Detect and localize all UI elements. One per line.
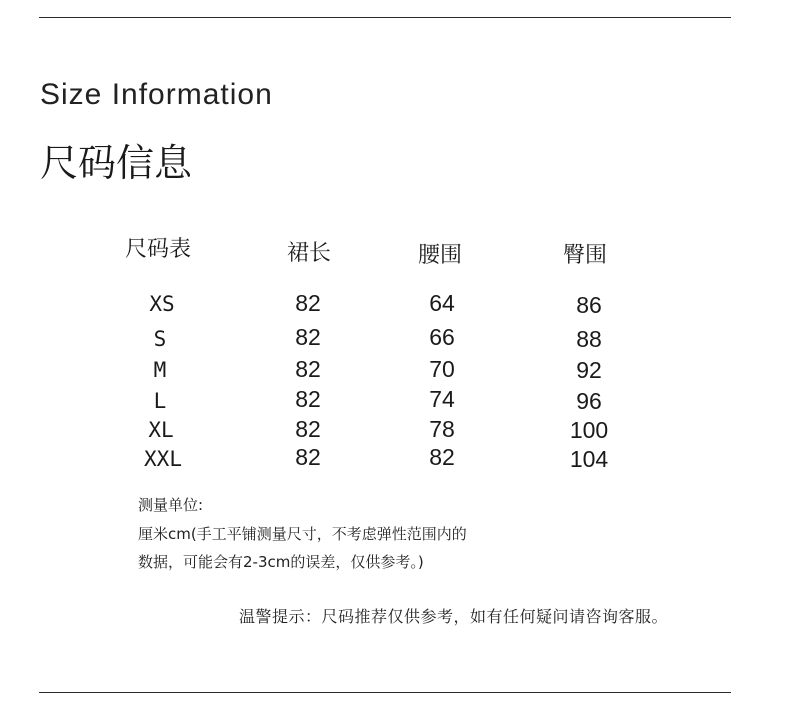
table-row-size: M [153, 358, 167, 382]
table-row-waist: 66 [429, 324, 455, 350]
table-row-skirt-length: 82 [295, 356, 321, 382]
table-row-skirt-length: 82 [295, 290, 321, 316]
table-row-waist: 64 [429, 290, 455, 316]
table-row-size: XS [149, 292, 175, 316]
table-row-hip: 104 [569, 446, 609, 472]
table-row-waist: 78 [429, 416, 455, 442]
table-row-skirt-length: 82 [295, 444, 321, 470]
top-divider [39, 17, 731, 18]
table-row-hip: 88 [576, 326, 602, 352]
header-hip: 臀围 [563, 243, 608, 268]
table-row-waist: 70 [429, 356, 455, 382]
table-row-hip: 86 [576, 292, 602, 318]
header-size-chart: 尺码表 [125, 237, 192, 262]
table-row-size: XXL [144, 447, 182, 471]
table-row-size: XL [148, 418, 174, 442]
table-row-skirt-length: 82 [295, 324, 321, 350]
measurement-note-line1: 厘米cm(手工平铺测量尺寸，不考虑弹性范围内的 [138, 525, 467, 543]
table-row-skirt-length: 82 [295, 386, 321, 412]
table-row-size: L [153, 389, 167, 413]
title-english: Size Information [40, 78, 273, 111]
table-row-hip: 100 [569, 417, 609, 443]
table-row-waist: 82 [429, 444, 455, 470]
title-chinese: 尺码信息 [40, 141, 193, 185]
friendly-reminder: 温警提示：尺码推荐仅供参考，如有任何疑问请咨询客服。 [239, 607, 669, 626]
table-row-size: S [153, 327, 167, 351]
header-skirt-length: 裙长 [287, 241, 332, 266]
table-row-waist: 74 [429, 386, 455, 412]
table-row-hip: 92 [576, 357, 602, 383]
measurement-unit-label: 测量单位: [138, 496, 204, 514]
bottom-divider [39, 692, 731, 693]
table-row-skirt-length: 82 [295, 416, 321, 442]
table-row-hip: 96 [576, 388, 602, 414]
header-waist: 腰围 [418, 243, 463, 268]
measurement-note-line2: 数据，可能会有2-3cm的误差，仅供参考。) [138, 553, 424, 571]
